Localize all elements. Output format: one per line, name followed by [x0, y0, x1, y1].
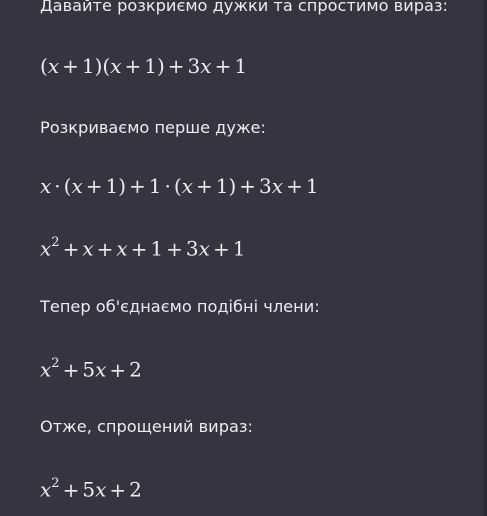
expression-combined: $x^2 + 5x + 2$	[40, 356, 142, 382]
step-combine-label: Тепер об'єднаємо подібні члени:	[40, 297, 320, 316]
step-expand-label: Розкриваємо перше дуже:	[40, 118, 266, 137]
scroll-edge	[483, 0, 487, 516]
expression-final: $x^2 + 5x + 2$	[40, 476, 142, 502]
expression-step-distribute: x · (x + 1) + 1 · (x + 1) + 3x + 1	[40, 174, 319, 198]
intro-text: Давайте розкриємо дужки та спростимо вираз:	[40, 0, 448, 15]
clipped-next-line	[40, 508, 160, 516]
expression-original: (x + 1)(x + 1) + 3x + 1	[40, 54, 248, 78]
final-result-label: Отже, спрощений вираз:	[40, 417, 253, 436]
expression-step-expanded: $x^2 + x + x + 1 + 3x + 1$	[40, 235, 246, 261]
